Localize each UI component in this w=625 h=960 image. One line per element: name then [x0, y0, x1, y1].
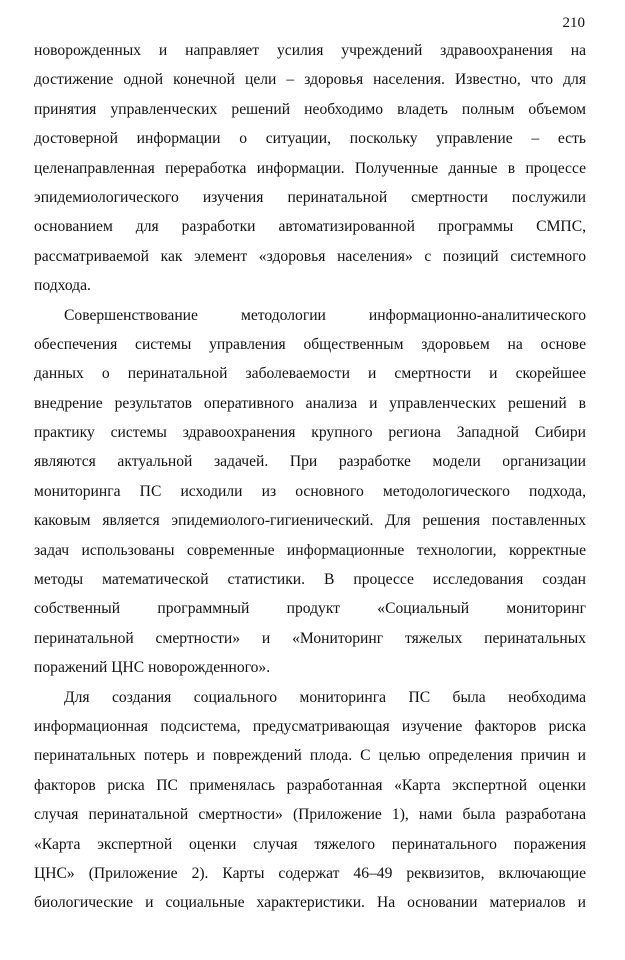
text-line: внедрение результатов оперативного анализа и управленческих решений в [34, 394, 586, 412]
text-line: «Карта экспертной оценки случая тяжелого перинатального поражения [34, 835, 586, 853]
text-line: методы математической статистики. В процессе исследования создан [34, 571, 586, 589]
text-line: биологические и социальные характеристики. На основании материалов и [34, 894, 586, 912]
text-line: Для создания социального мониторинга ПС была необходима [64, 688, 586, 706]
text-line: информационная подсистема, предусматривающая изучение факторов риска [34, 717, 586, 735]
text-line: ЦНС» (Приложение 2). Карты содержат 46–49 реквизитов, включающие [34, 864, 586, 882]
page-number: 210 [562, 15, 585, 31]
paragraph-2 [34, 301, 586, 683]
text-line: новорожденных и направляет усилия учреждений здравоохранения на [34, 42, 586, 59]
text-line: являются актуальной задачей. При разработке модели организации [34, 453, 586, 471]
text-line: данных о перинатальной заболеваемости и смертности и скорейшее [34, 365, 586, 383]
text-line: подхода. [34, 277, 91, 295]
text-line: каковым является эпидемиолого-гигиенический. Для решения поставленных [34, 512, 586, 530]
text-line: перинатальных потерь и повреждений плода. С целью определения причин и [34, 747, 586, 765]
text-line: эпидемиологического изучения перинатальной смертности послужили [34, 188, 586, 206]
text-line: целенаправленная переработка информации. Полученные данные в процессе [34, 159, 586, 177]
paragraph-1 [34, 36, 586, 301]
text-line: рассматриваемой как элемент «здоровья населения» с позиций системного [34, 247, 586, 265]
paragraph-3 [34, 683, 586, 918]
text-line: Совершенствование методологии информационно-аналитического [64, 306, 586, 324]
text-line: собственный программный продукт «Социальный мониторинг [34, 600, 586, 618]
text-line: обеспечения системы управления общественным здоровьем на основе [34, 335, 586, 353]
text-line: поражений ЦНС новорожденного». [34, 659, 271, 677]
text-line: основанием для разработки автоматизированной программы СМПС, [34, 218, 586, 236]
text-line: задач использованы современные информационные технологии, корректные [34, 541, 586, 559]
text-line: практику системы здравоохранения крупного региона Западной Сибири [34, 424, 586, 442]
text-line: принятия управленческих решений необходимо владеть полным объемом [34, 100, 586, 118]
text-line: достоверной информации о ситуации, поскольку управление – есть [34, 130, 586, 148]
text-line: достижение одной конечной цели – здоровья населения. Известно, что для [34, 71, 586, 89]
text-line: случая перинатальной смертности» (Приложение 1), нами была разработана [34, 806, 586, 824]
text-line: мониторинга ПС исходили из основного методологического подхода, [34, 482, 586, 500]
text-line: перинатальной смертности» и «Мониторинг тяжелых перинатальных [34, 629, 586, 647]
text-line: факторов риска ПС применялась разработанная «Карта экспертной оценки [34, 776, 586, 794]
document-body [34, 36, 586, 918]
